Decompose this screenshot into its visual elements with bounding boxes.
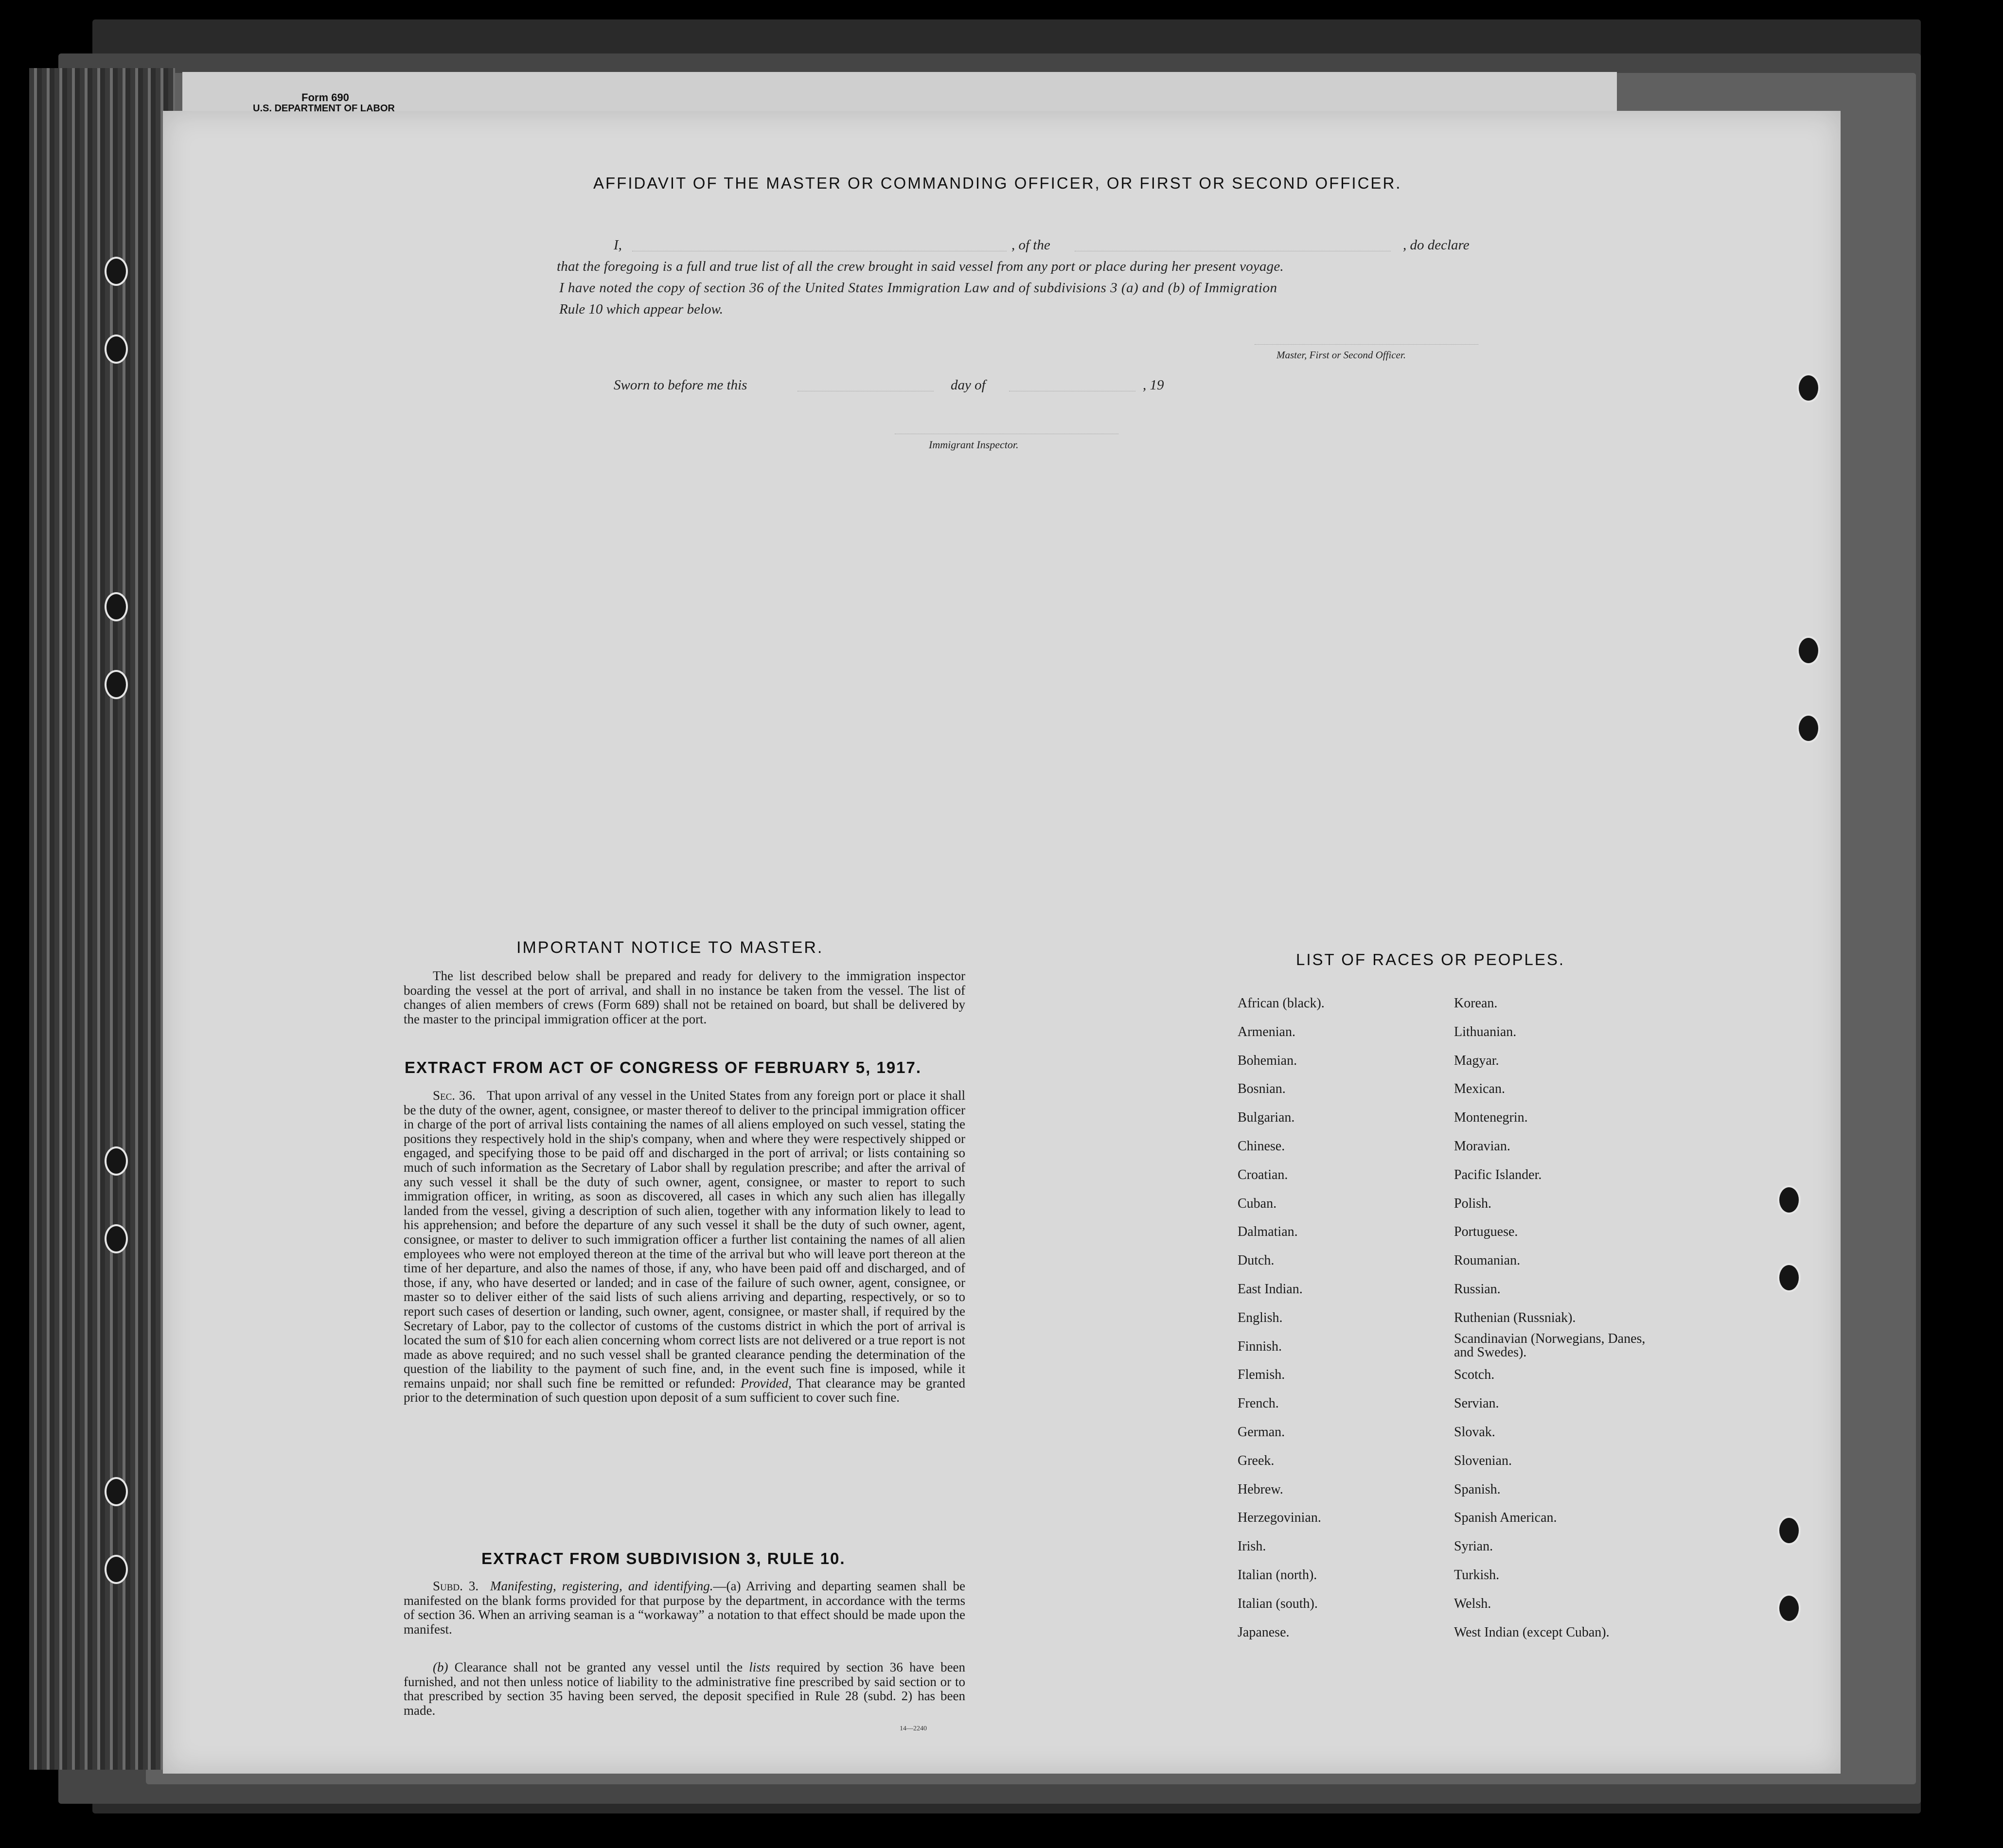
binding-hole (105, 592, 128, 621)
subd-heading: Manifesting, registering, and identifying. (490, 1579, 713, 1593)
lists-word: lists (749, 1660, 770, 1674)
master-signature-label: Master, First or Second Officer. (1276, 349, 1406, 361)
section-label: Sec. 36. (433, 1088, 476, 1103)
race-item: Welsh. (1454, 1596, 1491, 1611)
day-of-text: day of (951, 377, 986, 393)
race-item: Herzegovinian. (1238, 1510, 1321, 1526)
binding-hole (1777, 1516, 1801, 1545)
binding-hole (105, 257, 128, 286)
sworn-text: Sworn to before me this (614, 377, 747, 393)
extract-act-title: EXTRACT FROM ACT OF CONGRESS OF FEBRUARY 5, 1917. (405, 1058, 922, 1076)
race-item: Moravian. (1454, 1139, 1510, 1154)
form-number: Form 690 (301, 91, 349, 104)
race-item: French. (1238, 1396, 1279, 1411)
race-item: Slovenian. (1454, 1453, 1512, 1468)
binding-hole (105, 670, 128, 699)
binding-hole (105, 334, 128, 364)
race-item: Bosnian. (1238, 1081, 1286, 1097)
race-item: Croatian. (1238, 1167, 1288, 1182)
race-item: Slovak. (1454, 1425, 1495, 1440)
section-body: That upon arrival of any vessel in the United States from any foreign port or place it shall be the duty of the owner, agent, consignee, or master thereof to deliver to the principal immigration officer in charge of the port of arrival lists containing the names of all aliens employed on such vessel, stating the positions they respectively hold in the ship's company, when and where they were respectively shipped or engaged, and specifying those to be paid off and discharged in the port of arrival; or lists containing so much of such information as the Secretary of Labor shall by regulation prescribe; and after the arrival of any such vessel it shall be the duty of such owner, agent, consignee, or master to report to such immigration officer, in writing, as soon as discovered, all cases in which any such alien has illegally landed from the vessel, giving a description of such alien, together with any information likely to lead to his apprehension; and before the departure of any such vessel it shall be the duty of such owner, agent, consignee, or master to deliver to such immigration officer a further list containing the names of all alien employees who were not employed thereon at the time of the arrival but who will leave port thereon at the time of her departure, and also the names of those, if any, who have been paid off and discharged, and of those, if any, who have deserted or landed; and in case of the failure of such owner, agent, consignee, or master so to deliver either of the said lists of such aliens arriving and departing, respectively, or so to report such cases of desertion or landing, such owner, agent, consignee, or master shall, if required by the Secretary of Labor, pay to the collector of customs of the customs district in which the port of arrival is located the sum of $10 for each alien concerning whom correct lists are not delivered or a true report is not made as above required; and no such vessel shall be granted clearance pending the determination of the question of the liability to the payment of such fine, and, in the event such fine is imposed, while it remains unpaid; nor shall such fine be remitted or refunded: (404, 1088, 966, 1390)
race-item: Magyar. (1454, 1053, 1499, 1068)
notice-title: IMPORTANT NOTICE TO MASTER. (516, 938, 824, 957)
master-signature-line[interactable] (1255, 344, 1478, 345)
inspector-label: Immigrant Inspector. (929, 439, 1019, 451)
race-item: Italian (south). (1238, 1596, 1318, 1611)
binding-hole (105, 1477, 128, 1506)
race-item: West Indian (except Cuban). (1454, 1624, 1610, 1640)
affidavit-line-4: Rule 10 which appear below. (559, 301, 723, 317)
affidavit-i: I, (614, 237, 622, 253)
race-item: African (black). (1238, 996, 1325, 1011)
affidavit-line-2: that the foregoing is a full and true list of all the crew brought in said vessel from any port or place during her present voyage. (557, 259, 1284, 274)
department-name: U.S. DEPARTMENT OF LABOR (253, 103, 395, 114)
affidavit-of-the: , of the (1011, 237, 1050, 253)
binding-hole (105, 1224, 128, 1253)
b-label: (b) (433, 1660, 448, 1674)
race-item: Spanish. (1454, 1481, 1501, 1497)
race-item: Irish. (1238, 1539, 1266, 1554)
provided-word: Provided, (741, 1375, 792, 1390)
document-sheet (163, 111, 1841, 1774)
race-item: Hebrew. (1238, 1481, 1283, 1497)
race-item: Bohemian. (1238, 1053, 1297, 1068)
print-code: 14—2240 (900, 1725, 927, 1732)
race-item: Portuguese. (1454, 1224, 1518, 1240)
race-item: Servian. (1454, 1396, 1499, 1411)
section-36-text (404, 1089, 965, 1405)
extract-rule-title: EXTRACT FROM SUBDIVISION 3, RULE 10. (481, 1549, 846, 1567)
race-item: Scotch. (1454, 1367, 1495, 1383)
race-item: Chinese. (1238, 1139, 1285, 1154)
race-item: Ruthenian (Russniak). (1454, 1310, 1576, 1325)
race-item: Cuban. (1238, 1196, 1277, 1211)
race-item: Lithuanian. (1454, 1024, 1517, 1039)
race-item: German. (1238, 1425, 1285, 1440)
affidavit-title: AFFIDAVIT OF THE MASTER OR COMMANDING OFFICER, OR FIRST OR SECOND OFFICER. (593, 174, 1402, 192)
race-item: Korean. (1454, 996, 1498, 1011)
race-item: Mexican. (1454, 1081, 1505, 1097)
race-item: Russian. (1454, 1282, 1501, 1297)
binding-hole (1777, 1263, 1801, 1292)
races-title: LIST OF RACES OR PEOPLES. (1296, 950, 1565, 968)
race-item: Polish. (1454, 1196, 1492, 1211)
race-item: Turkish. (1454, 1567, 1500, 1583)
race-item: Syrian. (1454, 1539, 1493, 1554)
race-item: East Indian. (1238, 1282, 1303, 1297)
subdivision-3-text (404, 1579, 965, 1637)
notice-text: The list described below shall be prepared and ready for delivery to the immigration inspector boarding the vessel at the port of arrival, and shall in no instance be taken from the vessel. The list of changes of alien members of crews (Form 689) shall not be retained on board, but shall be delivered by the master to the principal immigration officer at the port. (404, 968, 965, 1026)
binding-hole (1797, 636, 1820, 665)
race-item: Spanish American. (1454, 1510, 1557, 1526)
binding-hole (1797, 714, 1820, 743)
binding-hole (1777, 1594, 1801, 1623)
race-item: Dalmatian. (1238, 1224, 1298, 1240)
race-item: Bulgarian. (1238, 1110, 1295, 1126)
binding-hole (105, 1146, 128, 1176)
race-item: Flemish. (1238, 1367, 1285, 1383)
race-item: Montenegrin. (1454, 1110, 1528, 1126)
binding-hole (1797, 373, 1820, 403)
section-body-end: That clearance may be granted prior to the determination of such question upon deposit of a sum sufficient to cover such fine. (404, 1375, 966, 1405)
race-item: Dutch. (1238, 1253, 1275, 1268)
race-item: English. (1238, 1310, 1283, 1325)
race-item: Greek. (1238, 1453, 1275, 1468)
race-item: Scandinavian (Norwegians, Danes, and Swedes). (1454, 1331, 1646, 1360)
year-text: , 19 (1143, 377, 1164, 393)
affidavit-line-3: I have noted the copy of section 36 of the United States Immigration Law and of subdivisions 3 (a) and (b) of Immigration (559, 280, 1277, 296)
subd-text-b2: required by section 36 have been furnished, and not then unless notice of liability to the administrative fine prescribed by said section or to that prescribed by section 35 having been served, the deposit specified in Rule 28 (subd. 2) has been made. (404, 1660, 966, 1718)
subd-text-b1: Clearance shall not be granted any vessel until the (454, 1660, 743, 1674)
binding-hole (1777, 1185, 1801, 1214)
affidavit-declare: , do declare (1403, 237, 1470, 253)
subd-label: Subd. 3. (433, 1579, 479, 1593)
subd-text-a: —(a) Arriving and departing seamen shall be manifested on the blank forms provided for that purpose by the department, in accordance with the terms of section 36. When an arriving seaman is a “workaway” a notation to that effect should be made upon the manifest. (404, 1579, 965, 1637)
race-item: Italian (north). (1238, 1567, 1317, 1583)
subdivision-b-text (404, 1660, 965, 1718)
race-item: Pacific Islander. (1454, 1167, 1542, 1182)
race-item: Finnish. (1238, 1338, 1282, 1354)
race-item: Japanese. (1238, 1624, 1290, 1640)
race-item: Armenian. (1238, 1024, 1295, 1039)
binding-hole (105, 1555, 128, 1584)
race-item: Roumanian. (1454, 1253, 1521, 1268)
binding-page-edges (29, 68, 175, 1770)
